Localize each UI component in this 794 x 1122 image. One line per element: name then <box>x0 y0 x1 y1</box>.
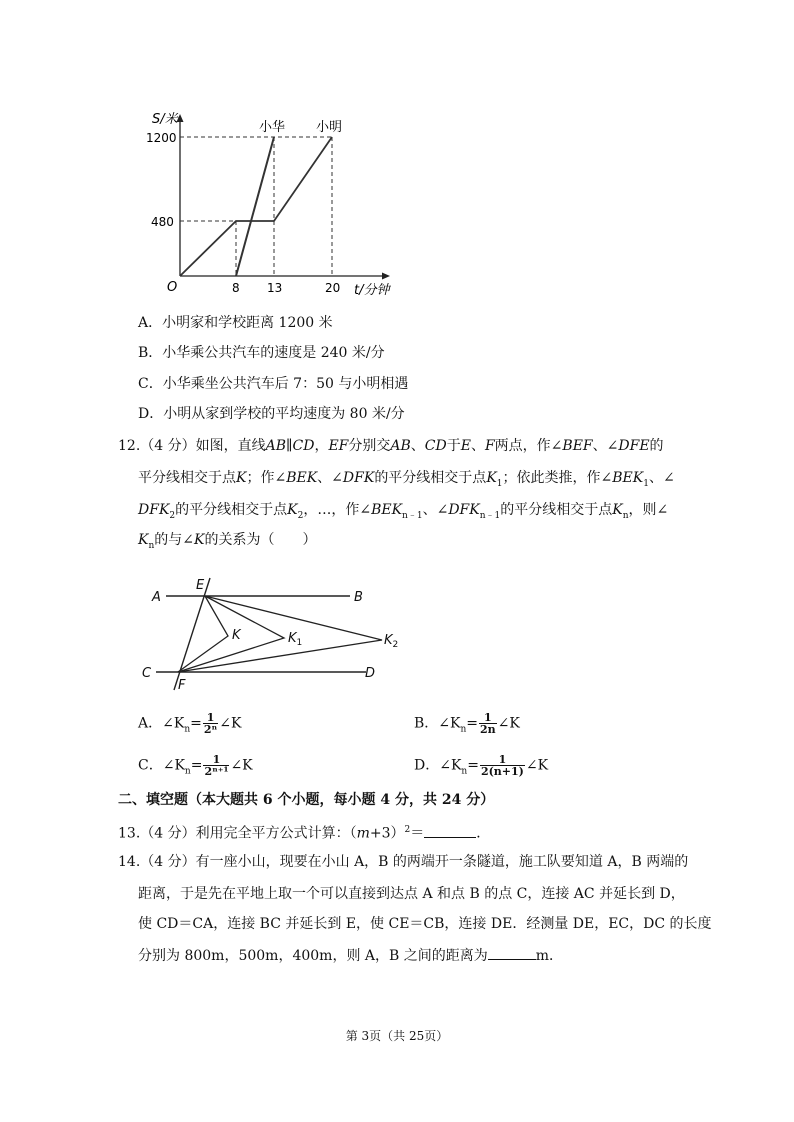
option-text: n <box>461 766 468 777</box>
label-e: E <box>196 578 205 593</box>
path-e-k2-f <box>178 596 382 672</box>
option-text: ∠K <box>497 715 520 732</box>
q12-text: n <box>148 540 155 551</box>
q12-text: AB <box>390 438 411 454</box>
label-k2-main: K <box>384 633 393 648</box>
q12-text: ；依此类推，作∠ <box>502 470 613 486</box>
q14-line-2: 距离，于是先在平地上取一个可以直接到达点 A 和点 B 的点 C，连接 AC 并延长到 D， <box>138 886 685 902</box>
y-tick-1200: 1200 <box>146 131 177 145</box>
page-footer: 第 3页（共 25页） <box>345 1029 449 1043</box>
x-axis-arrow <box>382 273 390 280</box>
option-text: = <box>190 715 202 732</box>
q11-option-d[interactable]: D．小明从家到学校的平均速度为 80 米/分 <box>138 406 405 422</box>
q12-text: ， <box>314 438 329 454</box>
q12-text: 12.（4 分）如图，直线 <box>118 438 266 454</box>
q11-option-b[interactable]: B．小华乘公共汽车的速度是 240 米/分 <box>138 345 385 361</box>
q12-text: K <box>194 532 205 548</box>
q12-text: K <box>486 470 497 486</box>
option-text: ∠K <box>230 757 253 774</box>
q12-option-d[interactable] <box>414 754 548 779</box>
q12-text: 的平分线相交于点 <box>175 502 288 518</box>
q12-text: 、∠ <box>592 438 619 454</box>
q12-text: AB <box>265 438 287 454</box>
label-k2 <box>384 633 398 650</box>
label-c: C <box>142 666 152 681</box>
q12-text: DFE <box>618 438 650 454</box>
q13-text: +3） <box>369 825 405 842</box>
q12-text: 、∠ <box>648 470 675 486</box>
q14-line-1: 14.（4 分）有一座小山，现要在小山 A，B 的两端开一条隧道，施工队要知道 A，B 两端的 <box>118 854 689 870</box>
q12-text: EF <box>328 438 349 454</box>
q12-text: n <box>622 510 629 521</box>
label-a: A <box>152 590 161 605</box>
option-text: = <box>467 757 479 774</box>
q12-text: 、 <box>410 438 425 454</box>
q12-text: ∥ <box>286 438 293 454</box>
fraction <box>203 754 229 777</box>
option-text: D．∠K <box>414 757 462 774</box>
q12-text: BEK <box>286 470 318 486</box>
origin-label: O <box>167 280 178 295</box>
q12-text: CD <box>292 438 315 454</box>
q12-text: F <box>484 438 495 454</box>
q12-text: K <box>287 502 298 518</box>
option-text: ∠K <box>525 757 549 774</box>
q12-text: n﹣1 <box>402 510 423 521</box>
q13-text: ＝ <box>410 825 425 842</box>
q12-text: 的平分线相交于点 <box>374 470 487 486</box>
q12-line-2 <box>138 470 675 492</box>
fraction <box>203 712 218 735</box>
q12-text: 于 <box>446 438 461 454</box>
x-tick-13: 13 <box>267 281 283 295</box>
q13-text: ． <box>476 825 491 842</box>
fraction-den: 2n <box>480 723 496 736</box>
fraction-den: 2ⁿ⁺¹ <box>204 765 229 778</box>
distance-time-graph <box>146 108 400 298</box>
q13-line <box>118 822 490 842</box>
fraction-num: 1 <box>479 712 497 724</box>
option-text: = <box>190 757 203 774</box>
q12-line-1 <box>118 438 664 454</box>
q12-text: ，则∠ <box>628 502 669 518</box>
label-xiaoming: 小明 <box>316 120 343 135</box>
fraction-num: 1 <box>203 754 229 766</box>
q12-text: DFK <box>448 502 480 518</box>
label-k2-sub: 2 <box>392 640 399 650</box>
q12-text: n﹣1 <box>479 510 501 521</box>
q12-option-c[interactable] <box>138 754 253 779</box>
q12-text: 的关系为（ ） <box>204 532 317 548</box>
label-b: B <box>354 590 363 605</box>
option-text: A．∠K <box>138 715 185 732</box>
q11-option-c[interactable]: C．小华乘坐公共汽车后 7：50 与小明相遇 <box>138 376 409 392</box>
q12-line-3 <box>138 502 668 524</box>
answer-blank[interactable] <box>424 825 476 838</box>
q12-text: 的与∠ <box>154 532 194 548</box>
label-k1-sub: 1 <box>296 638 303 648</box>
q13-text: 13.（4 分）利用完全平方公式计算：（ <box>118 825 357 842</box>
parallel-lines-figure <box>138 574 408 694</box>
q13-sup: 2 <box>404 825 411 835</box>
q12-line-4 <box>138 532 316 554</box>
fraction <box>480 754 525 777</box>
q12-option-a[interactable] <box>138 712 241 737</box>
q12-text: E <box>460 438 471 454</box>
xiaohua-line <box>236 137 274 276</box>
q12-text: K <box>236 470 247 486</box>
option-text: ∠K <box>219 715 242 732</box>
y-tick-480: 480 <box>151 215 174 229</box>
label-d: D <box>365 666 376 681</box>
q12-text: 2 <box>297 510 304 521</box>
q12-text: 的 <box>649 438 664 454</box>
x-tick-20: 20 <box>325 281 341 295</box>
q12-text: 分别交 <box>348 438 391 454</box>
q12-text: 两点，作∠ <box>494 438 563 454</box>
q12-text: 1 <box>643 478 649 489</box>
label-k: K <box>232 628 241 643</box>
option-text: n <box>184 724 191 735</box>
s-axis-label: S/米 <box>152 112 178 127</box>
q12-text: BEF <box>562 438 593 454</box>
option-text: C．∠K <box>138 757 185 774</box>
label-k1-main: K <box>288 631 297 646</box>
fraction <box>479 712 497 735</box>
section-heading: 二、填空题（本大题共 6 个小题，每小题 4 分，共 24 分） <box>118 792 495 808</box>
option-text: = <box>466 715 479 732</box>
q12-text: 、 <box>470 438 485 454</box>
label-f: F <box>178 678 186 693</box>
label-k1 <box>288 631 302 648</box>
q12-text: 、∠ <box>422 502 449 518</box>
fraction-num: 1 <box>480 754 525 766</box>
q12-text: 1 <box>496 478 503 489</box>
fraction-den: 2(n+1) <box>480 765 524 778</box>
option-text: n <box>184 766 191 777</box>
path-e-k-f <box>178 596 228 672</box>
line-ef <box>174 578 210 690</box>
q12-text: DFK <box>342 470 375 486</box>
q11-option-a[interactable]: A．小明家和学校距离 1200 米 <box>138 315 333 331</box>
q12-text: BEK <box>371 502 403 518</box>
answer-blank[interactable] <box>488 947 536 960</box>
q12-text: DFK <box>138 502 170 518</box>
q12-text: ；作∠ <box>246 470 287 486</box>
q12-text: 平分线相交于点 <box>138 470 236 486</box>
t-axis-label: t/分钟 <box>354 283 390 298</box>
option-text: B．∠K <box>414 715 461 732</box>
x-tick-8: 8 <box>232 281 240 295</box>
q12-text: K <box>138 532 149 548</box>
q12-text: BEK <box>612 470 644 486</box>
q12-text: 、∠ <box>317 470 343 486</box>
fraction-den: 2ⁿ <box>203 723 218 736</box>
q12-option-b[interactable] <box>414 712 520 737</box>
q14-line-3: 使 CD＝CA，连接 BC 并延长到 E，使 CE＝CB，连接 DE．经测量 DE，EC，DC 的长度 <box>138 916 712 932</box>
q12-text: 的平分线相交于点 <box>500 502 613 518</box>
label-xiaohua: 小华 <box>259 120 286 135</box>
q12-text: ，…，作∠ <box>303 502 372 518</box>
q12-text: 2 <box>169 510 176 521</box>
q13-var: m <box>356 825 370 842</box>
option-text: n <box>460 724 467 735</box>
q12-text: K <box>612 502 623 518</box>
q14-line-4 <box>138 947 563 964</box>
q14-text: 分别为 800m，500m，400m，则 A，B 之间的距离为 <box>138 948 488 964</box>
fraction-num: 1 <box>203 712 218 724</box>
q12-text: CD <box>424 438 447 454</box>
q14-text: m． <box>535 948 564 964</box>
